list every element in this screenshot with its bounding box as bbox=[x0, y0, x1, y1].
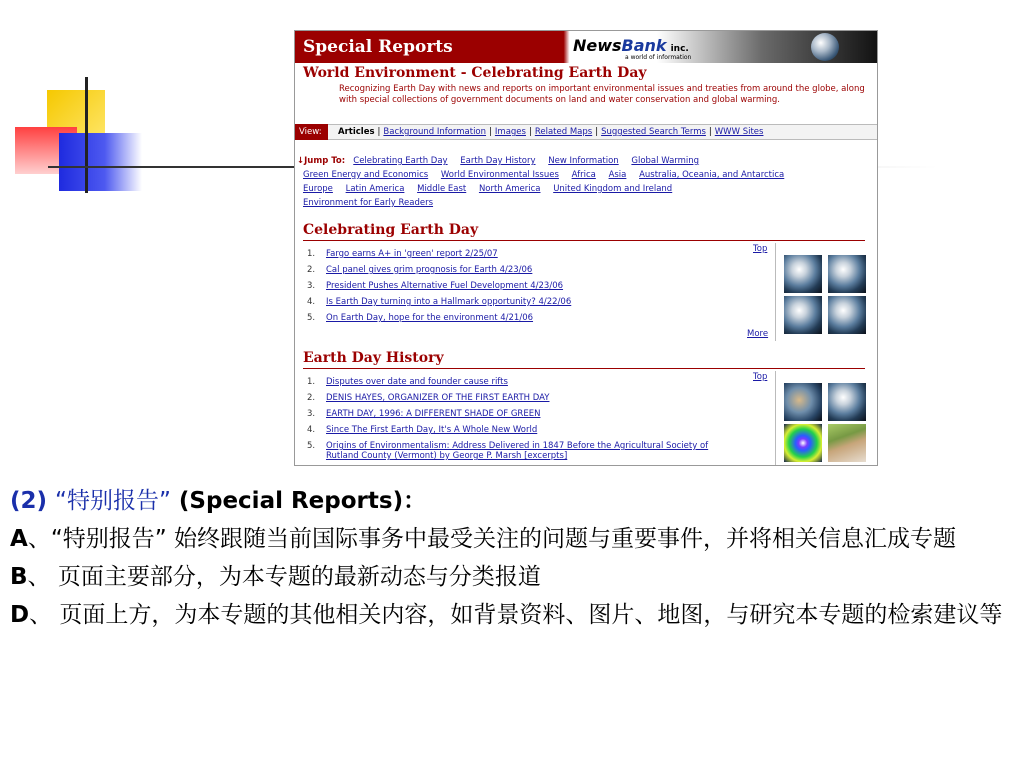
jump-link[interactable]: Latin America bbox=[345, 184, 405, 194]
item-number: 4. bbox=[307, 297, 316, 307]
item-number: 2. bbox=[307, 265, 316, 275]
earth-thumbnail[interactable] bbox=[828, 296, 866, 334]
jump-link[interactable]: Earth Day History bbox=[460, 156, 536, 166]
item-number: 3. bbox=[307, 409, 316, 419]
article-link[interactable]: Since The First Earth Day, It's A Whole New World bbox=[326, 425, 538, 435]
logo-bank-text: Bank bbox=[621, 36, 667, 55]
people-photo-thumbnail[interactable] bbox=[828, 424, 866, 462]
bullet-item bbox=[10, 598, 1014, 632]
jump-link[interactable]: Middle East bbox=[417, 184, 467, 194]
jump-link[interactable]: Celebrating Earth Day bbox=[353, 156, 448, 166]
decor-horizontal-line bbox=[48, 166, 298, 168]
jump-link[interactable]: North America bbox=[478, 184, 541, 194]
newsbank-header bbox=[295, 31, 878, 63]
item-number: 5. bbox=[307, 313, 316, 323]
divider: | bbox=[377, 127, 381, 137]
divider: | bbox=[489, 127, 492, 137]
item-number: 2. bbox=[307, 393, 316, 403]
jump-row bbox=[297, 168, 872, 182]
divider: | bbox=[708, 127, 712, 137]
section-title: Earth Day History bbox=[303, 350, 444, 366]
section-title: Celebrating Earth Day bbox=[303, 222, 479, 238]
top-link[interactable]: Top bbox=[753, 372, 768, 382]
bullet-text: 、 页面主要部分，为本专题的最新动态与分类报道 bbox=[27, 564, 541, 590]
list-item bbox=[307, 374, 727, 390]
newsbank-logo bbox=[573, 36, 689, 55]
top-link[interactable]: Top bbox=[753, 244, 768, 254]
jump-row bbox=[297, 196, 872, 210]
tab-articles[interactable]: Articles bbox=[338, 127, 375, 137]
article-link[interactable]: On Earth Day, hope for the environment 4/21/06 bbox=[326, 313, 534, 323]
jump-link[interactable]: Asia bbox=[608, 170, 627, 180]
list-item bbox=[307, 406, 727, 422]
list-item bbox=[307, 310, 727, 326]
logo-tagline: a world of information bbox=[625, 54, 692, 61]
bullet-item bbox=[10, 560, 1014, 594]
bullet-item bbox=[10, 522, 1014, 556]
earth-thumbnail[interactable] bbox=[784, 383, 822, 421]
column-divider bbox=[775, 243, 776, 341]
report-description: Recognizing Earth Day with news and reports on important environmental issues and treaties from around the globe, along with special collections of government documents on land and water conservation and global warming. bbox=[339, 84, 865, 105]
ozone-map-thumbnail[interactable] bbox=[784, 424, 822, 462]
earth-thumbnail[interactable] bbox=[784, 255, 822, 293]
heading-number: (2) bbox=[10, 488, 48, 514]
item-number: 4. bbox=[307, 425, 316, 435]
bullet-letter: D bbox=[10, 602, 30, 628]
slide-text bbox=[10, 484, 1014, 632]
bullet-text: 、“特别报告” 始终跟随当前国际事务中最受关注的问题与重要事件，并将相关信息汇成专题 bbox=[27, 526, 956, 552]
list-item bbox=[307, 278, 727, 294]
earth-thumbnail[interactable] bbox=[828, 383, 866, 421]
article-link[interactable]: Fargo earns A+ in 'green' report 2/25/07 bbox=[326, 249, 498, 259]
earth-thumbnail[interactable] bbox=[784, 296, 822, 334]
article-link[interactable]: Cal panel gives grim prognosis for Earth 4/23/06 bbox=[326, 265, 533, 275]
earth-thumbnail[interactable] bbox=[828, 255, 866, 293]
jump-link[interactable]: Green Energy and Economics bbox=[303, 170, 429, 180]
report-title: World Environment - Celebrating Earth Day bbox=[303, 65, 647, 81]
tab-www-sites[interactable]: WWW Sites bbox=[714, 127, 764, 137]
list-item bbox=[307, 438, 727, 461]
section-divider bbox=[303, 240, 865, 241]
jump-link[interactable]: World Environmental Issues bbox=[440, 170, 559, 180]
list-item bbox=[307, 422, 727, 438]
article-link[interactable]: Is Earth Day turning into a Hallmark opportunity? 4/22/06 bbox=[326, 297, 572, 307]
decor-vertical-line bbox=[85, 77, 88, 193]
more-link[interactable]: More bbox=[747, 329, 769, 339]
special-reports-title: Special Reports bbox=[303, 37, 453, 57]
article-list bbox=[307, 246, 727, 326]
item-number: 1. bbox=[307, 249, 316, 259]
list-item bbox=[307, 390, 727, 406]
jump-link[interactable]: Africa bbox=[571, 170, 596, 180]
tab-images[interactable]: Images bbox=[494, 127, 526, 137]
heading-english: (Special Reports)： bbox=[178, 488, 427, 514]
tab-suggested-search-terms[interactable]: Suggested Search Terms bbox=[601, 127, 706, 137]
divider: | bbox=[528, 127, 532, 137]
jump-row bbox=[297, 182, 872, 196]
decor-blue-square bbox=[59, 133, 142, 191]
tab-background-information[interactable]: Background Information bbox=[383, 127, 487, 137]
thumbnail-grid bbox=[784, 255, 868, 334]
jump-link[interactable]: Global Warming bbox=[631, 156, 700, 166]
item-number: 3. bbox=[307, 281, 316, 291]
jump-link[interactable]: Environment for Early Readers bbox=[303, 198, 434, 208]
logo-inc-text: inc. bbox=[670, 44, 689, 54]
article-link[interactable]: EARTH DAY, 1996: A DIFFERENT SHADE OF GREEN bbox=[326, 409, 541, 419]
jump-to-label-text: Jump To: bbox=[304, 156, 346, 166]
newsbank-screenshot bbox=[294, 30, 878, 466]
jump-to-nav bbox=[297, 154, 872, 210]
column-divider bbox=[775, 371, 776, 466]
view-label: View: bbox=[295, 124, 328, 140]
tab-related-maps[interactable]: Related Maps bbox=[534, 127, 593, 137]
thumbnail-grid bbox=[784, 383, 868, 462]
list-item bbox=[307, 294, 727, 310]
divider: | bbox=[595, 127, 599, 137]
view-bar bbox=[295, 124, 878, 140]
article-link[interactable]: Origins of Environmentalism: Address Delivered in 1847 Before the Agricultural Society of Rutland County (Vermont) by George P. Marsh [excerpts] bbox=[326, 441, 709, 461]
section-divider bbox=[303, 368, 865, 369]
article-link[interactable]: Disputes over date and founder cause rifts bbox=[326, 377, 508, 387]
jump-link[interactable]: Europe bbox=[303, 184, 333, 194]
logo-news-text: News bbox=[573, 36, 622, 55]
item-number: 1. bbox=[307, 377, 316, 387]
bullet-letter: A bbox=[10, 526, 28, 552]
item-number: 5. bbox=[307, 441, 316, 451]
article-link[interactable]: President Pushes Alternative Fuel Development 4/23/06 bbox=[326, 281, 564, 291]
article-link[interactable]: DENIS HAYES, ORGANIZER OF THE FIRST EARTH DAY bbox=[326, 393, 550, 403]
jump-link[interactable]: Australia, Oceania, and Antarctica bbox=[639, 170, 785, 180]
list-item bbox=[307, 246, 727, 262]
heading-chinese: “特别报告” bbox=[55, 488, 171, 514]
slide-heading bbox=[10, 484, 1014, 518]
jump-row bbox=[297, 154, 872, 168]
list-item bbox=[307, 262, 727, 278]
jump-to-label: ↓Jump To: bbox=[297, 156, 346, 166]
globe-icon bbox=[811, 33, 839, 61]
jump-link[interactable]: United Kingdom and Ireland bbox=[553, 184, 673, 194]
bullet-letter: B bbox=[10, 564, 28, 590]
bullet-text: 、 页面上方，为本专题的其他相关内容，如背景资料、图片、地图，与研究本专题的检索建议等 bbox=[29, 602, 1003, 628]
article-list bbox=[307, 374, 727, 461]
jump-link[interactable]: New Information bbox=[548, 156, 619, 166]
view-tabs bbox=[338, 125, 763, 139]
